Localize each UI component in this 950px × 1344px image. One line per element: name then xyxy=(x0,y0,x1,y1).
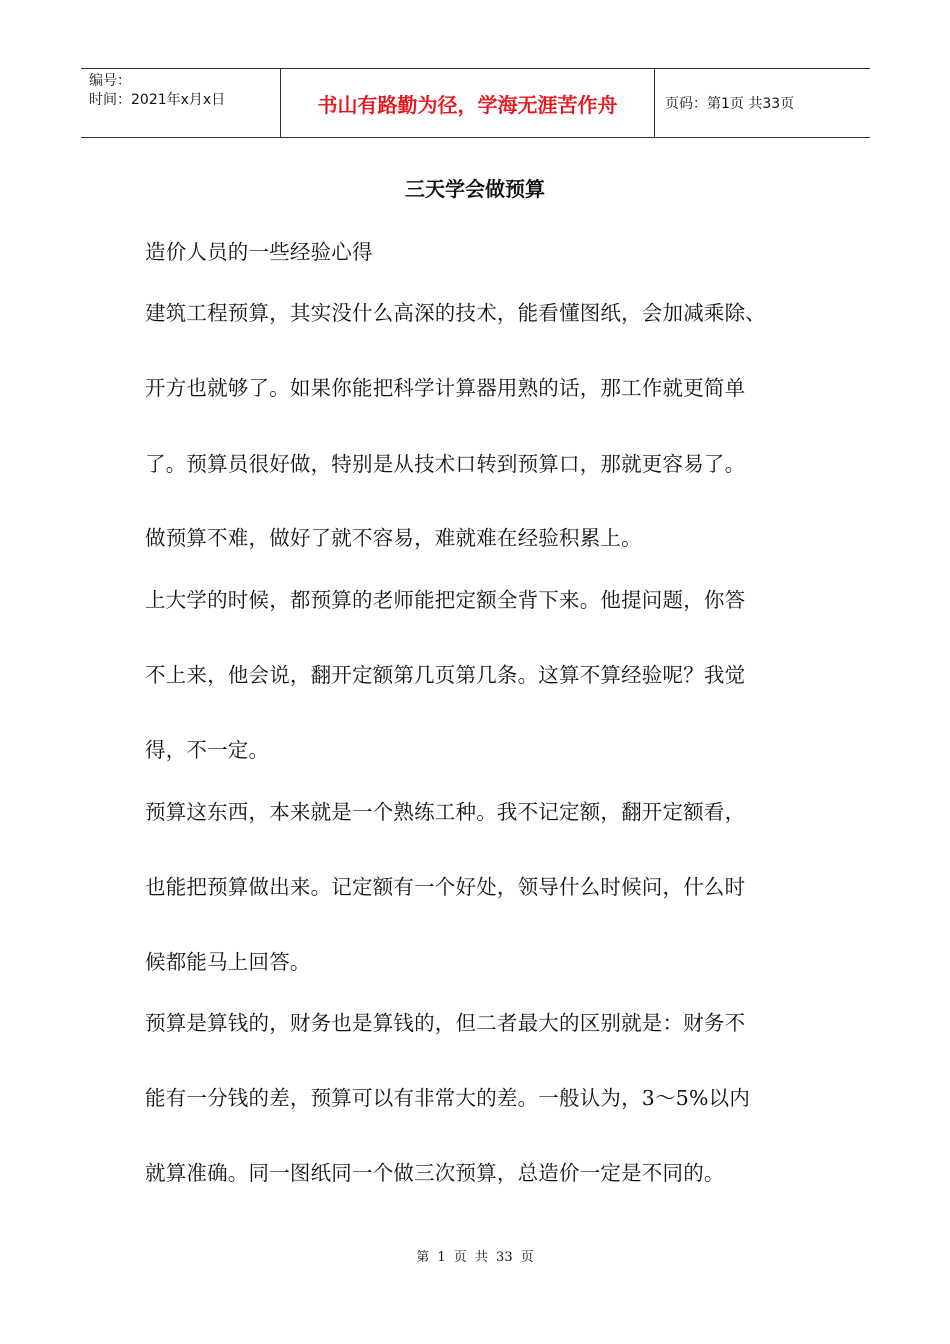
body-line: 预算这东西，本来就是一个熟练工种。我不记定额，翻开定额看， xyxy=(145,800,746,824)
header-page-info: 页码：第1页 共33页 xyxy=(665,96,795,112)
body-line: 候都能马上回答。 xyxy=(145,950,311,974)
page-header xyxy=(81,68,870,138)
body-line: 能有一分钱的差，预算可以有非常大的差。一般认为，3～5%以内 xyxy=(145,1086,751,1110)
body-line: 预算是算钱的，财务也是算钱的，但二者最大的区别就是：财务不 xyxy=(145,1011,746,1035)
header-meta xyxy=(81,69,281,137)
body-line: 做预算不难，做好了就不容易，难就难在经验积累上。 xyxy=(145,526,642,550)
page-footer: 第 1 页 共 33 页 xyxy=(416,1250,534,1265)
body-line: 也能把预算做出来。记定额有一个好处，领导什么时候问，什么时 xyxy=(145,875,746,899)
body-line: 了。预算员很好做，特别是从技术口转到预算口，那就更容易了。 xyxy=(145,452,746,476)
body-line: 上大学的时候，都预算的老师能把定额全背下来。他提问题，你答 xyxy=(145,588,746,612)
body-line: 开方也就够了。如果你能把科学计算器用熟的话，那工作就更简单 xyxy=(145,376,746,400)
body-line: 就算准确。同一图纸同一个做三次预算，总造价一定是不同的。 xyxy=(145,1161,725,1185)
body-line: 建筑工程预算，其实没什么高深的技术，能看懂图纸，会加减乘除、 xyxy=(145,301,766,325)
document-title: 三天学会做预算 xyxy=(405,177,545,201)
number-label: 编号： xyxy=(89,73,131,89)
body-line: 不上来，他会说，翻开定额第几页第几条。这算不算经验呢？我觉 xyxy=(145,663,746,687)
header-motto: 书山有路勤为径，学海无涯苦作舟 xyxy=(281,69,655,137)
body-line: 造价人员的一些经验心得 xyxy=(145,240,373,264)
body-line: 得，不一定。 xyxy=(145,738,270,762)
date-label: 时间：2021年x月x日 xyxy=(89,92,226,108)
